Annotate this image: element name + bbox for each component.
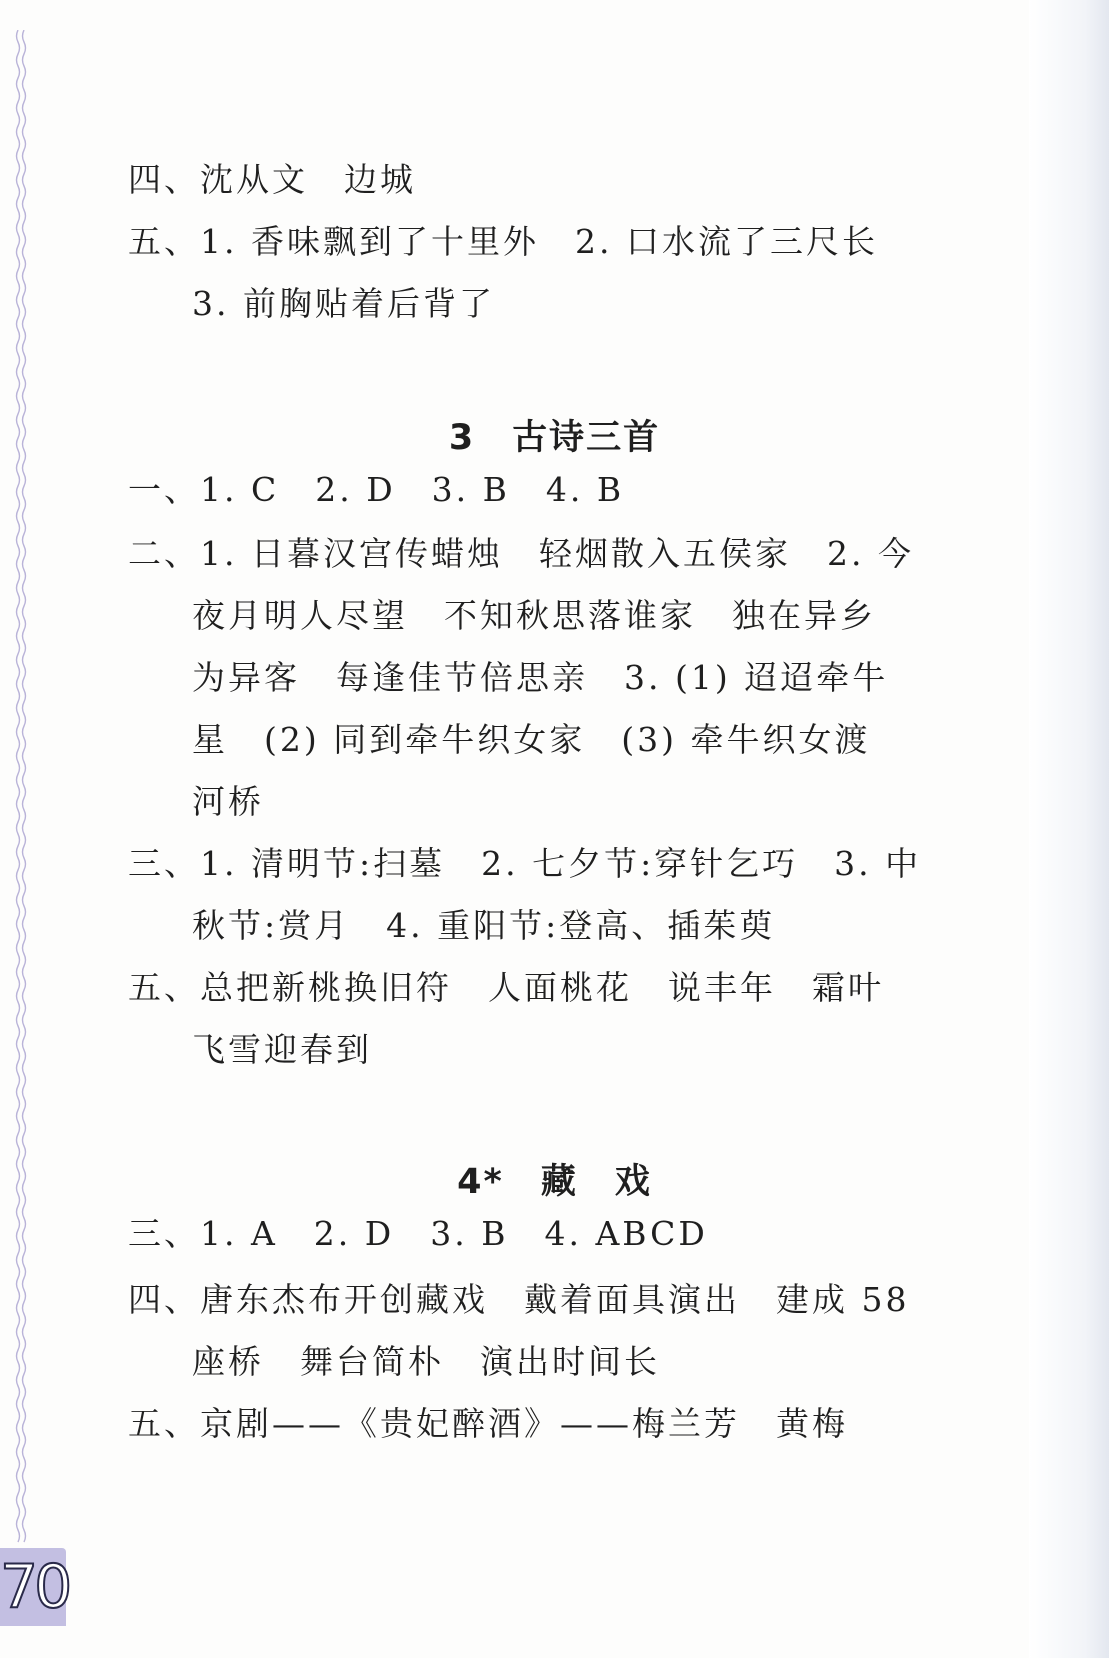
answer-line-2-cont-1: 夜月明人尽望 不知秋思落谁家 独在异乡 — [192, 596, 876, 635]
answer-line-2-cont-3: 星 (2) 同到牵牛织女家 (3) 牵牛织女渡 — [192, 720, 871, 759]
answer-line-5-cont: 3. 前胸贴着后背了 — [192, 284, 495, 323]
answer-line-5b-cont: 飞雪迎春到 — [192, 1030, 372, 1069]
answer-line-3: 三、1. 清明节:扫墓 2. 七夕节:穿针乞巧 3. 中 — [128, 844, 922, 883]
section-heading-4: 4* 藏 戏 — [457, 1162, 652, 1202]
answer-line-5b: 五、总把新桃换旧符 人面桃花 说丰年 霜叶 — [128, 968, 884, 1007]
answer-line-3b: 三、1. A 2. D 3. B 4. ABCD — [128, 1214, 708, 1253]
page-number: 70 — [0, 1552, 69, 1622]
answer-line-3-cont: 秋节:赏月 4. 重阳节:登高、插茱萸 — [192, 906, 776, 945]
section-heading-3: 3 古诗三首 — [448, 418, 661, 458]
answer-line-2: 二、1. 日暮汉宫传蜡烛 轻烟散入五侯家 2. 今 — [128, 534, 914, 573]
answer-line-1: 一、1. C 2. D 3. B 4. B — [128, 470, 625, 509]
answer-line-2-cont-2: 为异客 每逢佳节倍思亲 3. (1) 迢迢牵牛 — [192, 658, 889, 697]
answer-line-4: 四、沈从文 边城 — [128, 160, 416, 199]
answer-line-4b-cont: 座桥 舞台简朴 演出时间长 — [192, 1342, 660, 1381]
page-edge-shadow — [1029, 0, 1109, 1658]
answer-line-4b: 四、唐东杰布开创藏戏 戴着面具演出 建成 58 — [128, 1280, 910, 1319]
decorative-wavy-border — [14, 30, 28, 1550]
answer-line-2-cont-4: 河桥 — [192, 782, 264, 821]
answer-line-5: 五、1. 香味飘到了十里外 2. 口水流了三尺长 — [128, 222, 878, 261]
answer-line-5c: 五、京剧——《贵妃醉酒》——梅兰芳 黄梅 — [128, 1404, 848, 1443]
